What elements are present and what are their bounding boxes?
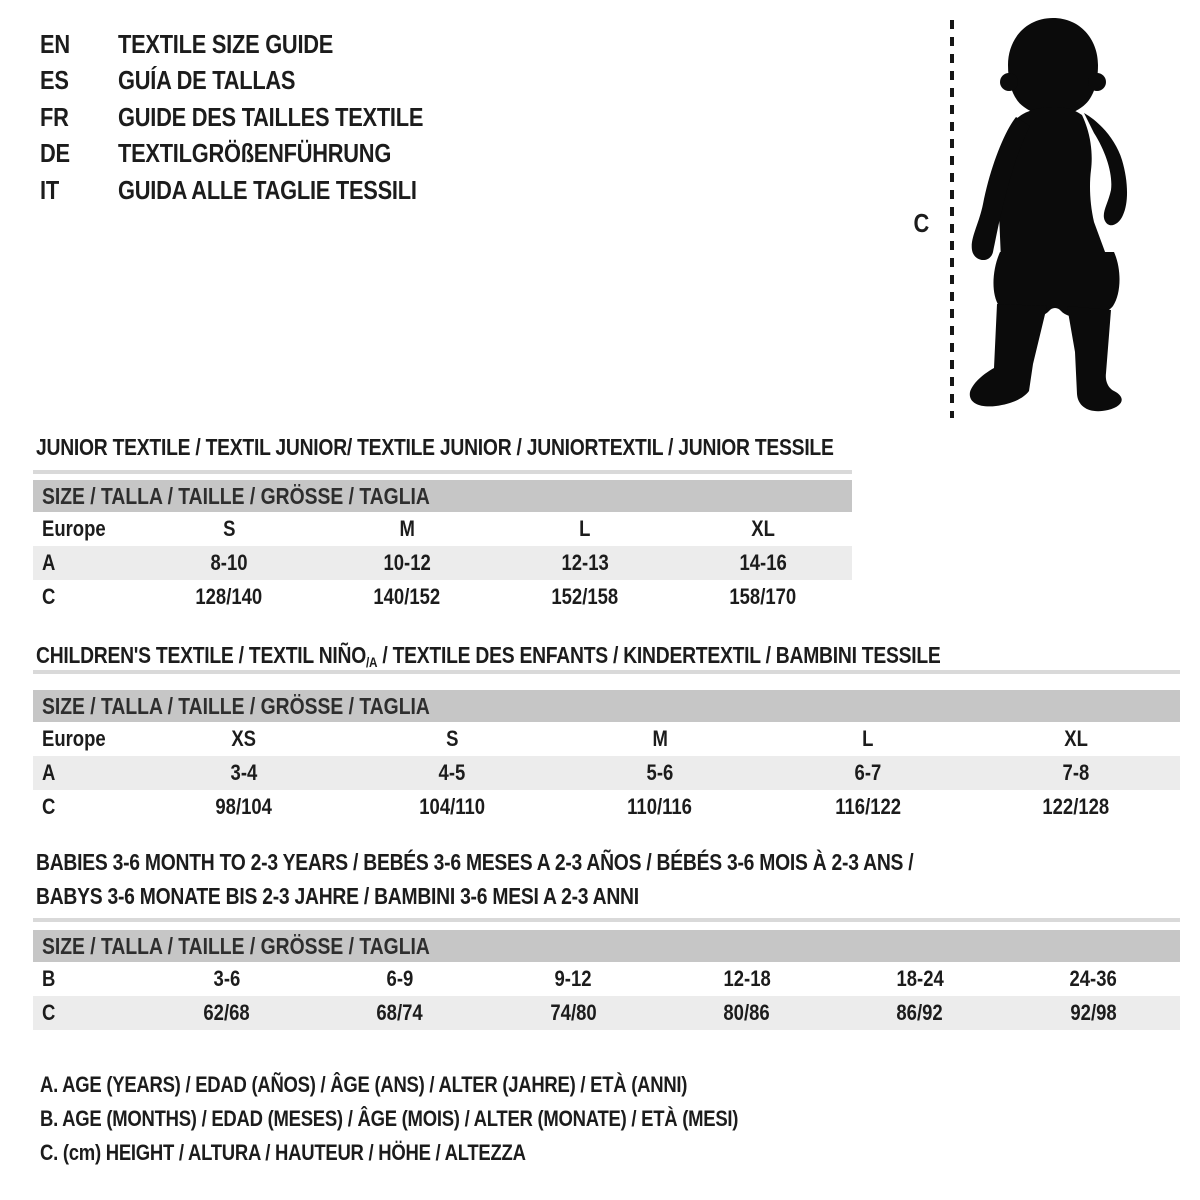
table-cell	[348, 726, 556, 752]
footnote-c	[40, 1136, 871, 1170]
row-label: Europe	[42, 516, 106, 541]
language-row	[40, 26, 481, 63]
table-cell-value: 12-13	[561, 550, 609, 575]
table-cell	[660, 966, 833, 992]
language-title: TEXTILGRÖßENFÜHRUNG	[118, 138, 392, 169]
language-code-cell	[40, 138, 118, 169]
size-header-bar	[33, 690, 1180, 722]
heading-children-suffix: / TEXTILE DES ENFANTS / KINDERTEXTIL / BAMBINI TESSILE	[377, 642, 941, 668]
language-title-cell	[118, 29, 374, 60]
language-row	[40, 99, 481, 136]
table-cell-value: 80/86	[723, 1000, 770, 1025]
table-cell-value: XL	[1064, 726, 1088, 751]
table-cell	[674, 516, 852, 542]
row-label-cell	[33, 794, 140, 820]
junior-size-table	[33, 470, 852, 614]
table-cell-value: 5-6	[646, 760, 674, 785]
row-label-cell	[33, 1000, 140, 1026]
language-code-cell	[40, 175, 118, 206]
table-cell	[764, 794, 972, 820]
section-heading-babies	[36, 845, 1081, 913]
footnote-b	[40, 1102, 871, 1136]
table-cell-value: 86/92	[896, 1000, 944, 1025]
language-code-cell	[40, 65, 118, 96]
table-cell-value: 140/152	[373, 584, 441, 609]
table-cell-value: L	[579, 516, 591, 541]
table-cell-value: 116/122	[835, 794, 901, 819]
table-cell	[318, 550, 496, 576]
section-heading-junior	[36, 434, 986, 461]
size-header-bar	[33, 480, 852, 512]
table-row	[33, 512, 852, 546]
table-cell-value: 6-7	[854, 760, 882, 785]
height-measure-letter: C	[913, 208, 930, 238]
table-cell-value: 3-4	[230, 760, 258, 785]
table-cell-value: 152/158	[551, 584, 619, 609]
table-cell	[1007, 1000, 1180, 1026]
size-header-text: SIZE / TALLA / TAILLE / GRÖSSE / TAGLIA	[42, 482, 430, 509]
language-code: FR	[40, 101, 69, 132]
language-code-cell	[40, 29, 118, 60]
language-row	[40, 63, 481, 100]
language-title-cell	[118, 175, 474, 206]
section-heading-junior-text: JUNIOR TEXTILE / TEXTIL JUNIOR/ TEXTILE JUNIOR / JUNIORTEXTIL / JUNIOR TESSILE	[36, 434, 834, 460]
language-code: IT	[40, 174, 59, 205]
table-cell-value: 12-18	[723, 966, 771, 991]
language-title-cell	[118, 138, 443, 169]
table-cell-value: 7-8	[1062, 760, 1090, 785]
table-cell-value: 6-9	[386, 966, 414, 991]
language-title-cell	[118, 102, 481, 133]
footnote-a-text: A. AGE (YEARS) / EDAD (AÑOS) / ÂGE (ANS) / ALTER (JAHRE) / ETÀ (ANNI)	[40, 1072, 688, 1097]
language-title: GUIDE DES TAILLES TEXTILE	[118, 101, 424, 132]
table-top-rule	[33, 918, 1180, 922]
table-row	[33, 722, 1180, 756]
table-cell-value: 98/104	[215, 794, 273, 819]
table-top-rule	[33, 470, 852, 474]
table-cell-value: 68/74	[376, 1000, 424, 1025]
table-cell-value: 8-10	[210, 550, 248, 575]
row-label: A	[42, 760, 56, 785]
table-cell-value: 104/110	[419, 794, 485, 819]
table-cell-value: XL	[751, 516, 775, 541]
size-header-bar	[33, 930, 1180, 962]
table-cell	[556, 794, 764, 820]
heading-babies-line1: BABIES 3-6 MONTH TO 2-3 YEARS / BEBÉS 3-6 MESES A 2-3 AÑOS / BÉBÉS 3-6 MOIS À 2-3 ANS /	[36, 849, 914, 875]
table-cell	[313, 1000, 486, 1026]
table-top-rule	[33, 670, 1180, 674]
table-cell-value: S	[445, 726, 459, 751]
section-heading-children-text	[36, 642, 941, 669]
table-cell	[556, 726, 764, 752]
table-cell-value: XS	[231, 726, 257, 751]
table-cell-value: S	[222, 516, 236, 541]
table-cell-value: 3-6	[213, 966, 241, 991]
table-cell	[1007, 966, 1180, 992]
language-code-cell	[40, 102, 118, 133]
row-label-cell	[33, 966, 140, 992]
heading-babies-line2: BABYS 3-6 MONATE BIS 2-3 JAHRE / BAMBINI 3-6 MESI A 2-3 ANNI	[36, 883, 639, 909]
heading-children-subscript: /A	[366, 654, 378, 670]
language-row	[40, 172, 481, 209]
footnote-b-text: B. AGE (MONTHS) / EDAD (MESES) / ÂGE (MOIS) / ALTER (MONATE) / ETÀ (MESI)	[40, 1106, 739, 1131]
table-cell	[972, 726, 1180, 752]
babies-size-table	[33, 918, 1180, 1030]
table-cell-value: 4-5	[438, 760, 466, 785]
table-cell	[833, 966, 1006, 992]
table-cell-value: M	[399, 516, 415, 541]
table-cell	[496, 584, 674, 610]
table-cell	[660, 1000, 833, 1026]
height-measure-dashed-line	[950, 20, 954, 418]
table-cell	[496, 516, 674, 542]
table-cell	[556, 760, 764, 786]
table-cell	[140, 966, 313, 992]
table-cell	[140, 584, 318, 610]
size-header-text: SIZE / TALLA / TAILLE / GRÖSSE / TAGLIA	[42, 692, 430, 719]
footnotes	[40, 1068, 871, 1170]
row-label-cell	[33, 760, 140, 786]
size-header-text: SIZE / TALLA / TAILLE / GRÖSSE / TAGLIA	[42, 932, 430, 959]
language-title: GUIDA ALLE TAGLIE TESSILI	[118, 174, 417, 205]
table-cell-value: 158/170	[729, 584, 797, 609]
language-title: TEXTILE SIZE GUIDE	[118, 28, 334, 59]
table-row	[33, 996, 1180, 1030]
table-cell-value: 18-24	[896, 966, 944, 991]
table-cell-value: 9-12	[554, 966, 592, 991]
table-row	[33, 546, 852, 580]
table-cell-value: L	[862, 726, 874, 751]
language-code: ES	[40, 65, 69, 96]
table-cell-value: 24-36	[1069, 966, 1117, 991]
table-cell-value: 92/98	[1070, 1000, 1117, 1025]
row-label-cell	[33, 726, 140, 752]
footnote-c-text: C. (cm) HEIGHT / ALTURA / HAUTEUR / HÖHE / ALTEZZA	[40, 1140, 526, 1165]
row-label-cell	[33, 516, 140, 542]
table-cell-value: 74/80	[550, 1000, 597, 1025]
table-row	[33, 756, 1180, 790]
language-code: DE	[40, 138, 70, 169]
table-cell-value: 10-12	[383, 550, 431, 575]
row-label: A	[42, 550, 56, 575]
table-cell-value: 128/140	[195, 584, 263, 609]
table-cell	[972, 760, 1180, 786]
row-label: C	[42, 584, 56, 609]
table-row	[33, 790, 1180, 824]
language-code: EN	[40, 28, 70, 59]
table-row	[33, 962, 1180, 996]
table-cell	[318, 584, 496, 610]
language-title-cell	[118, 65, 329, 96]
height-measure-label	[912, 208, 931, 239]
table-cell-value: 14-16	[739, 550, 787, 575]
table-cell	[674, 550, 852, 576]
table-cell	[972, 794, 1180, 820]
table-row	[33, 580, 852, 614]
table-cell-value: M	[652, 726, 668, 751]
row-label: C	[42, 1000, 56, 1025]
table-cell-value: 122/128	[1042, 794, 1110, 819]
table-cell	[496, 550, 674, 576]
table-cell	[313, 966, 486, 992]
table-cell-value: 62/68	[203, 1000, 250, 1025]
heading-children-prefix: CHILDREN'S TEXTILE / TEXTIL NIÑO	[36, 642, 367, 668]
table-cell	[764, 760, 972, 786]
table-cell	[487, 1000, 660, 1026]
table-cell-value: 110/116	[627, 794, 693, 819]
row-label: Europe	[42, 726, 106, 751]
toddler-silhouette-icon	[960, 12, 1150, 422]
table-cell	[487, 966, 660, 992]
table-cell	[833, 1000, 1006, 1026]
table-cell	[674, 584, 852, 610]
table-cell	[140, 1000, 313, 1026]
table-cell	[140, 760, 348, 786]
row-label: C	[42, 794, 56, 819]
language-title: GUÍA DE TALLAS	[118, 65, 296, 96]
table-cell	[140, 726, 348, 752]
table-cell	[140, 550, 318, 576]
section-heading-children	[36, 642, 1113, 669]
language-title-list	[40, 26, 481, 209]
table-cell	[140, 794, 348, 820]
language-row	[40, 136, 481, 173]
table-cell	[764, 726, 972, 752]
table-cell	[140, 516, 318, 542]
row-label-cell	[33, 584, 140, 610]
table-cell	[348, 794, 556, 820]
children-size-table	[33, 670, 1180, 824]
table-cell	[318, 516, 496, 542]
table-cell	[348, 760, 556, 786]
row-label: B	[42, 966, 56, 991]
footnote-a	[40, 1068, 871, 1102]
row-label-cell	[33, 550, 140, 576]
